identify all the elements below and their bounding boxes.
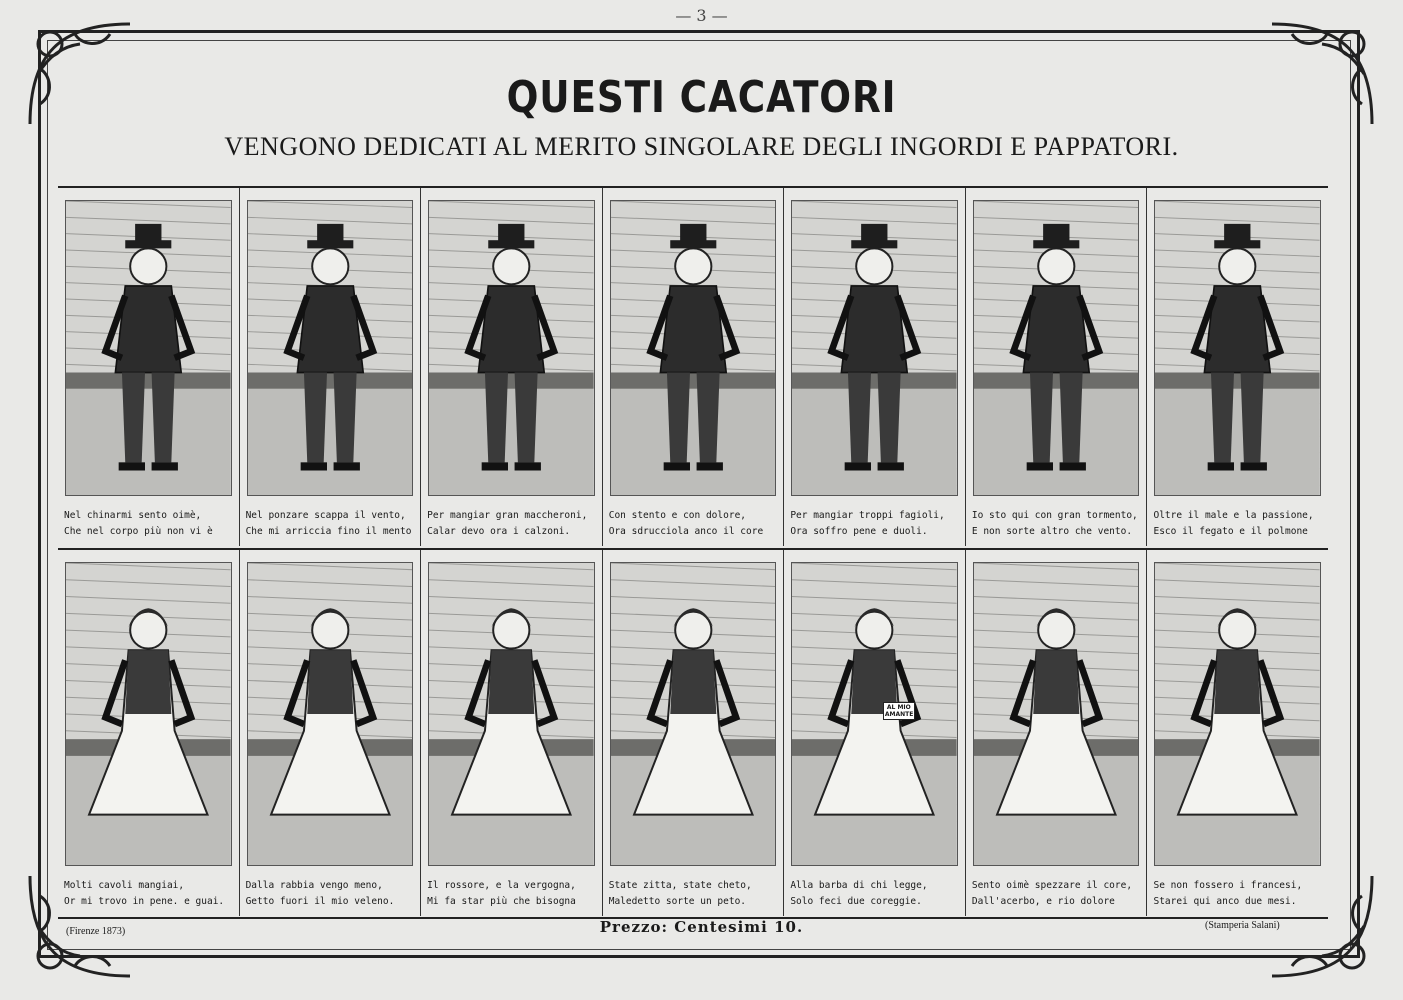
illustration-panel [784,188,966,546]
verse-line: Or mi trovo in pene. e guai. [64,896,225,907]
page-number: — 3 — [675,6,728,25]
illustration-panel [240,188,422,546]
illustration-panel [58,550,240,916]
engraving-figure [247,200,414,496]
illustration-panel [421,188,603,546]
verse-line: Mi fa star più che bisogna [427,896,576,907]
illustration-panel [421,550,603,916]
verse-caption [609,508,780,540]
illustration-panel [1147,550,1328,916]
verse-line: Getto fuori il mio veleno. [245,896,395,907]
verse-caption [1153,878,1324,910]
verse-line: Molti cavoli mangiai, [64,880,185,891]
verse-line: Oltre il male e la passione, [1153,510,1314,521]
verse-line: Dall'acerbo, e rio dolore [971,896,1115,907]
verse-line: Per mangiar gran maccheroni, [427,510,588,521]
verse-line: Calar devo ora i calzoni. [427,526,571,537]
engraving-figure [1154,200,1321,496]
engraving-figure [610,200,777,496]
verse-line: Esco il fegato e il polmone [1153,526,1308,537]
illustration-row-top [58,188,1328,546]
illustration-panel [966,188,1148,546]
engraving-figure [791,562,958,866]
verse-caption [64,878,235,910]
verse-line: Nel chinarmi sento oimè, [64,510,202,521]
verse-line: Solo feci due coreggie. [790,896,922,907]
engraving-figure [65,200,232,496]
illustration-panel [58,188,240,546]
verse-caption [427,878,598,910]
verse-line: Ora soffro pene e duoli. [790,526,928,537]
page-subtitle: VENGONO DEDICATI AL MERITO SINGOLARE DEGLI INGORDI E PAPPATORI. [224,132,1179,161]
verse-line: State zitta, state cheto, [608,880,752,891]
footer-printer: (Stamperia Salani) [1205,920,1280,931]
illustration-panel [603,188,785,546]
verse-caption [427,508,598,540]
verse-caption [1153,508,1324,540]
illustration-panel [1147,188,1328,546]
illustration-panel [603,550,785,916]
engraving-figure [791,200,958,496]
engraving-figure [610,562,777,866]
verse-line: Che nel corpo più non vi è [64,526,213,537]
verse-caption [609,878,780,910]
verse-caption [790,878,961,910]
engraving-figure [973,200,1140,496]
verse-caption [790,508,961,540]
verse-line: E non sorte altro che vento. [971,526,1133,537]
verse-caption [64,508,235,540]
verse-line: Con stento e con dolore, [608,510,747,521]
verse-line: Se non fossero i francesi, [1153,880,1303,891]
engraving-figure [428,200,595,496]
footer-place-date: (Firenze 1873) [66,926,126,937]
illustration-panel [240,550,422,916]
verse-line: Per mangiar troppi fagioli, [790,510,945,521]
verse-line: Maledetto sorte un peto. [608,896,747,907]
verse-line: Dalla rabbia vengo meno, [245,880,383,891]
footer-price: Prezzo: Centesimi 10. [599,918,804,936]
illustration-panel [784,550,966,916]
verse-line: Che mi arriccia fino il mento [245,526,412,537]
paper-note: AL MIO AMANTE [884,703,914,718]
engraving-figure [247,562,414,866]
verse-line: Sento oimè spezzare il core, [971,880,1133,891]
verse-line: Il rossore, e la vergogna, [427,880,576,891]
engraving-figure [428,562,595,866]
verse-line: Io sto qui con gran tormento, [971,510,1138,521]
verse-caption [972,508,1143,540]
illustration-row-bottom [58,550,1328,916]
verse-caption [972,878,1143,910]
engraving-figure [65,562,232,866]
verse-caption [246,878,417,910]
illustration-panel [966,550,1148,916]
verse-line: Ora sdrucciola anco il core [608,526,764,537]
verse-line: Nel ponzare scappa il vento, [245,510,406,521]
verse-line: Alla barba di chi legge, [790,880,928,891]
verse-caption [246,508,417,540]
verse-line: Starei qui anco due mesi. [1153,896,1297,907]
page-title: QUESTI CACATORI [506,72,897,123]
engraving-figure [973,562,1140,866]
engraving-figure [1154,562,1321,866]
